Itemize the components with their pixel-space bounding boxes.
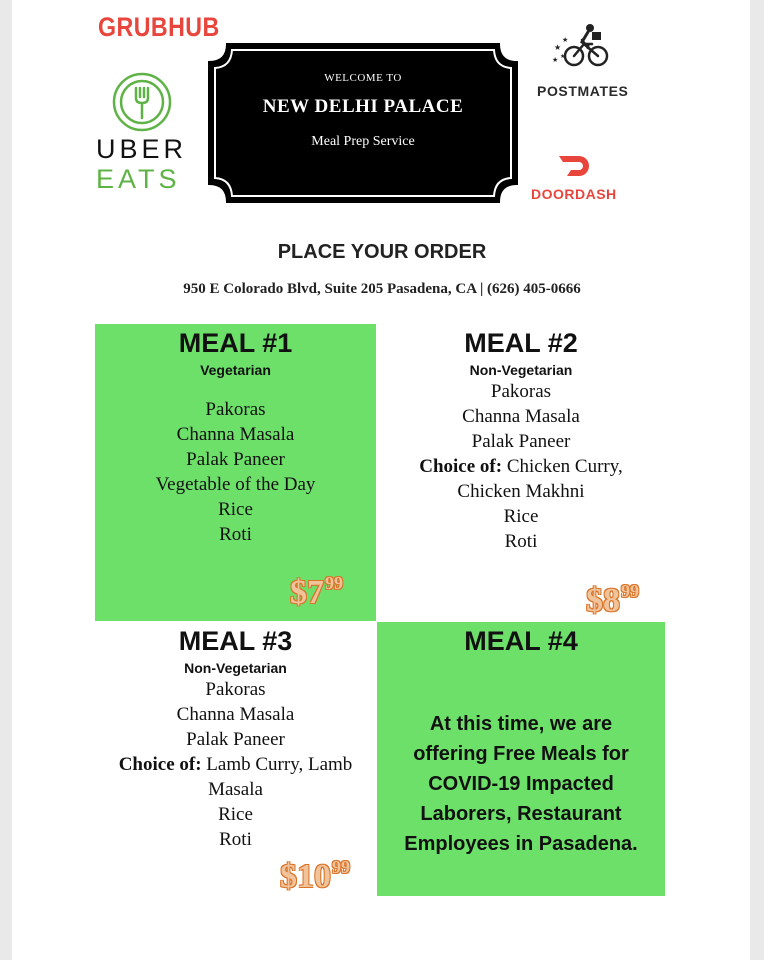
menu-item: Palak Paneer	[186, 729, 285, 750]
meal-items	[95, 677, 376, 852]
grubhub-logo: GRUBHUB	[98, 12, 220, 42]
doordash-icon	[557, 152, 595, 180]
uber-text: UBER	[96, 134, 188, 164]
bicycle-courier-icon	[548, 20, 612, 70]
meal-title: MEAL #3	[178, 626, 293, 656]
meal-1	[95, 327, 376, 547]
address-line: 950 E Colorado Blvd, Suite 205 Pasadena, CA | (626) 405-0666	[183, 281, 581, 297]
menu-item: Palak Paneer	[471, 431, 571, 452]
service-subtitle: Meal Prep Service	[311, 134, 415, 149]
restaurant-name: NEW DELHI PALACE	[262, 96, 464, 117]
menu-item: Channa Masala	[462, 406, 580, 427]
menu-item: Roti	[504, 531, 538, 552]
menu-item: Vegetable of the Day	[155, 474, 316, 495]
menu-item: Palak Paneer	[186, 449, 285, 470]
menu-item: Pakoras	[205, 679, 266, 700]
meal-type: Vegetarian	[200, 362, 271, 378]
price-dollars: $7	[290, 574, 324, 611]
fork-plate-icon	[110, 70, 174, 134]
menu-item: Masala	[208, 779, 263, 800]
description-line: offering Free Meals for	[413, 743, 629, 765]
menu-item: Roti	[219, 524, 252, 545]
price-dollars: $8	[586, 582, 620, 619]
price-dollars: $10	[280, 858, 331, 895]
meal-title: MEAL #1	[178, 328, 293, 358]
menu-item: Roti	[219, 829, 252, 850]
meal-1-price	[290, 566, 343, 610]
welcome-text: WELCOME TO	[324, 72, 402, 84]
menu-item: Chicken Makhni	[457, 481, 585, 502]
meal-3-price	[280, 850, 350, 894]
choice-label: Choice of:	[118, 754, 202, 775]
svg-text:★: ★	[554, 43, 562, 52]
meal-items	[95, 397, 376, 547]
uber-eats-logo	[96, 134, 187, 194]
meal-type: Non-Vegetarian	[469, 362, 573, 378]
price-cents: 99	[332, 857, 350, 877]
menu-item: Pakoras	[205, 399, 266, 420]
order-title: PLACE YOUR ORDER	[277, 241, 487, 263]
choice-text: Chicken Curry,	[502, 456, 623, 477]
meal-3	[95, 625, 376, 852]
price-cents: 99	[621, 581, 639, 601]
svg-text:★: ★	[552, 56, 559, 64]
meal-2-price	[586, 574, 639, 618]
choice-line	[95, 752, 376, 777]
description-line: Employees in Pasadena.	[404, 833, 638, 855]
plaque-text	[205, 40, 521, 206]
price-cents: 99	[325, 573, 343, 593]
menu-item: Rice	[218, 804, 253, 825]
meal-title: MEAL #4	[464, 626, 578, 656]
eats-text: EATS	[96, 164, 181, 194]
svg-text:★: ★	[562, 36, 569, 44]
choice-line	[377, 454, 665, 479]
postmates-logo: POSTMATES	[537, 83, 629, 99]
meal-items	[377, 379, 665, 554]
meal-2	[377, 327, 665, 554]
meal-4	[377, 625, 665, 859]
menu-item: Channa Masala	[176, 704, 295, 725]
choice-label: Choice of:	[419, 456, 503, 477]
description-line: COVID-19 Impacted	[428, 773, 614, 795]
menu-item: Channa Masala	[176, 424, 295, 445]
menu-item: Rice	[218, 499, 253, 520]
description-line: Laborers, Restaurant	[420, 803, 622, 825]
choice-text: Lamb Curry, Lamb	[201, 754, 353, 775]
meal-type: Non-Vegetarian	[184, 660, 287, 676]
meal-4-description	[377, 709, 665, 859]
menu-item: Rice	[503, 506, 539, 527]
description-line: At this time, we are	[429, 713, 613, 735]
doordash-logo: DOORDASH	[531, 186, 617, 202]
svg-text:★: ★	[560, 54, 566, 60]
meal-title: MEAL #2	[464, 328, 578, 358]
menu-item: Pakoras	[490, 381, 552, 402]
